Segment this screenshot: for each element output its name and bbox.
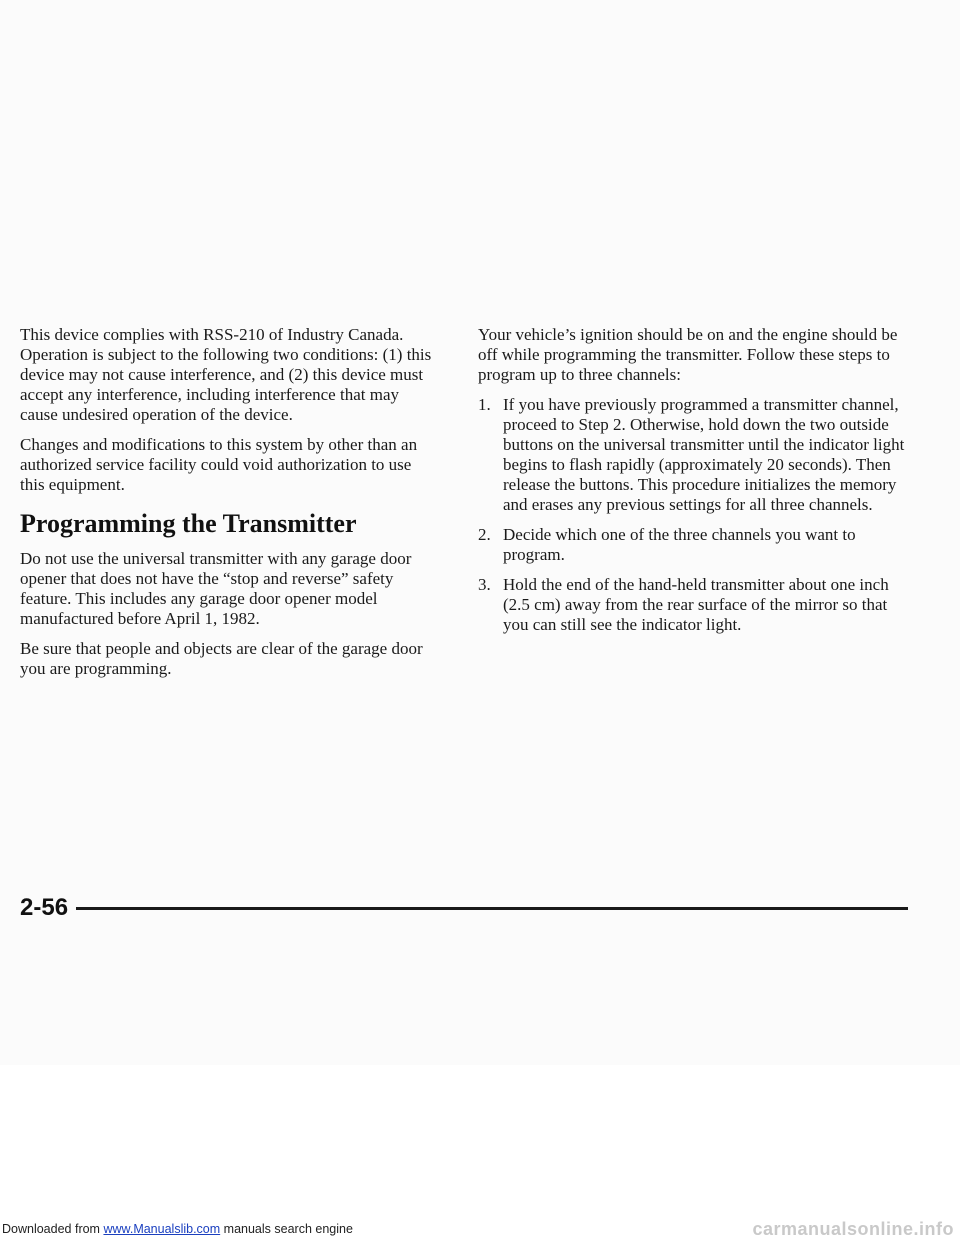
left-column (20, 325, 440, 689)
paragraph-modifications: Changes and modifications to this system by other than an authorized service facility could void authorization to use this equipment. (20, 435, 418, 494)
manualslib-link[interactable]: www.Manualslib.com (103, 1222, 221, 1236)
step-text: Decide which one of the three channels you want to program. (503, 525, 856, 564)
paragraph-clear-door: Be sure that people and objects are clear of the garage door you are programming. (20, 639, 423, 678)
step-text: If you have previously programmed a transmitter channel, proceed to Step 2. Otherwise, hold down the two outside buttons on the universal transmitter until the indicator light begins to flash rapidly (approximately 20 seconds). Then release the buttons. This procedure initializes the memory and erases any previous settings for all three channels. (503, 395, 905, 514)
watermark-text: carmanualsonline.info (752, 1219, 954, 1239)
paragraph-rss210: This device complies with RSS-210 of Industry Canada. Operation is subject to the following two conditions: (1) this device may not cause interference, and (2) this device must accept any interference, including interference that may cause undesired operation of the device. (20, 325, 432, 424)
list-item (478, 395, 908, 515)
paragraph-safety: Do not use the universal transmitter with any garage door opener that does not have the “stop and reverse” safety feature. This includes any garage door opener model manufactured before April 1, 1982. (20, 549, 412, 628)
section-heading: Programming the Transmitter (20, 509, 357, 538)
download-banner (0, 1216, 960, 1242)
step-number: 1. (478, 395, 491, 414)
paragraph-intro: Your vehicle’s ignition should be on and the engine should be off while programming the transmitter. Follow these steps to program up to three channels: (478, 325, 898, 384)
download-suffix: manuals search engine (223, 1222, 353, 1236)
download-credit (2, 1216, 353, 1242)
step-number: 2. (478, 525, 491, 544)
steps-list (478, 395, 908, 635)
download-prefix: Downloaded from (2, 1222, 100, 1236)
step-text: Hold the end of the hand-held transmitter about one inch (2.5 cm) away from the rear surface of the mirror so that you can still see the indicator light. (503, 575, 889, 634)
page-number: 2-56 (20, 894, 69, 921)
footer-divider (76, 907, 908, 910)
list-item (478, 525, 908, 565)
step-number: 3. (478, 575, 491, 594)
page-footer (20, 894, 908, 922)
right-column (478, 325, 908, 645)
list-item (478, 575, 908, 635)
